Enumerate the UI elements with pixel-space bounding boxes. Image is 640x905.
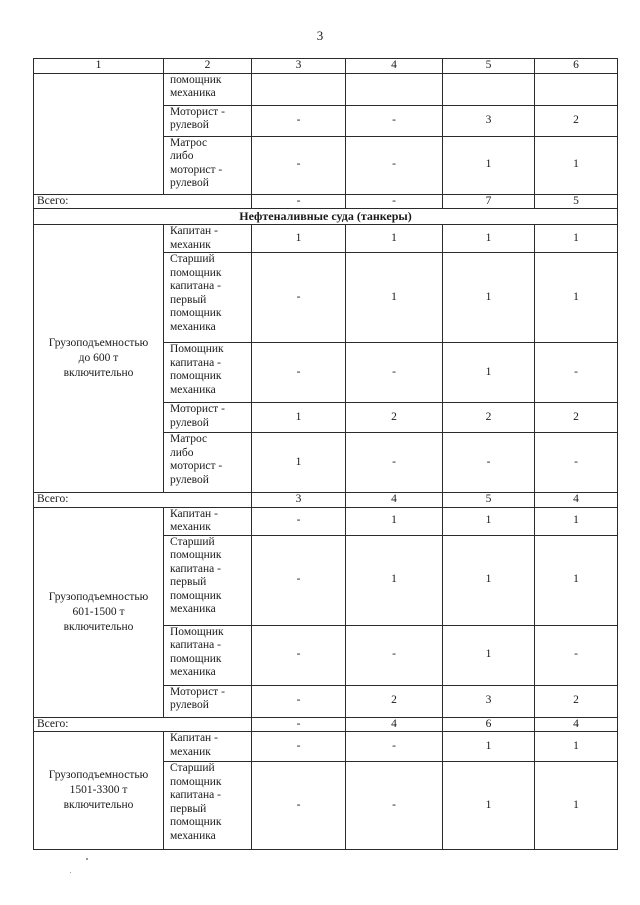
column-number-row <box>34 59 618 74</box>
total-value: - <box>346 194 443 209</box>
value-cell: 1 <box>346 253 443 343</box>
value-cell <box>346 73 443 105</box>
position-cell: Капитан - механик <box>164 507 252 535</box>
total-value: 6 <box>443 717 535 732</box>
value-cell: 1 <box>443 343 535 403</box>
value-cell: - <box>535 343 618 403</box>
value-cell: 2 <box>443 403 535 433</box>
value-cell: - <box>252 507 346 535</box>
value-cell: 1 <box>346 225 443 253</box>
value-cell: 3 <box>443 105 535 136</box>
position-cell: Помощник капитана - помощник механика <box>164 343 252 403</box>
value-cell: - <box>346 433 443 493</box>
value-cell: - <box>252 535 346 625</box>
position-cell: Моторист - рулевой <box>164 403 252 433</box>
value-cell: 2 <box>535 403 618 433</box>
table-row <box>34 73 618 105</box>
value-cell: 1 <box>443 732 535 762</box>
value-cell: 2 <box>346 685 443 717</box>
total-value: 5 <box>535 194 618 209</box>
position-cell: Матрос либо моторист - рулевой <box>164 433 252 493</box>
value-cell: - <box>346 762 443 850</box>
value-cell <box>252 73 346 105</box>
position-cell: Капитан - механик <box>164 225 252 253</box>
value-cell: 1 <box>535 507 618 535</box>
scan-speck <box>86 858 88 860</box>
value-cell: 1 <box>535 762 618 850</box>
position-cell: Старший помощник капитана - первый помощник механика <box>164 535 252 625</box>
value-cell: - <box>252 343 346 403</box>
column-number: 6 <box>535 59 618 74</box>
category-cell: Грузоподъемностью до 600 т включительно <box>34 225 164 493</box>
value-cell: 1 <box>443 253 535 343</box>
column-number: 3 <box>252 59 346 74</box>
total-value: 7 <box>443 194 535 209</box>
total-value: 4 <box>535 493 618 508</box>
value-cell: - <box>346 625 443 685</box>
page-number: 3 <box>316 28 324 43</box>
value-cell <box>443 73 535 105</box>
position-cell: Моторист - рулевой <box>164 105 252 136</box>
value-cell: 1 <box>252 225 346 253</box>
value-cell: 1 <box>252 403 346 433</box>
table-row <box>34 732 618 762</box>
position-cell: Помощник капитана - помощник механика <box>164 625 252 685</box>
value-cell: 2 <box>346 403 443 433</box>
total-label: Всего: <box>34 717 252 732</box>
table-row <box>34 507 618 535</box>
value-cell: - <box>346 343 443 403</box>
total-value: 5 <box>443 493 535 508</box>
value-cell: 1 <box>535 253 618 343</box>
total-label: Всего: <box>34 493 252 508</box>
category-cell: Грузоподъемностью 1501-3300 т включительно <box>34 732 164 850</box>
value-cell: 2 <box>535 685 618 717</box>
table-row <box>34 225 618 253</box>
value-cell <box>535 73 618 105</box>
category-cell: Грузоподъемностью 601-1500 т включительно <box>34 507 164 717</box>
position-cell: Матрос либо моторист - рулевой <box>164 136 252 194</box>
total-value: - <box>252 717 346 732</box>
value-cell: - <box>252 762 346 850</box>
section-row <box>34 209 618 225</box>
value-cell: - <box>252 253 346 343</box>
value-cell: - <box>535 433 618 493</box>
value-cell: 2 <box>535 105 618 136</box>
total-value: 3 <box>252 493 346 508</box>
column-number: 5 <box>443 59 535 74</box>
value-cell: 1 <box>252 433 346 493</box>
value-cell: 1 <box>443 225 535 253</box>
column-number: 2 <box>164 59 252 74</box>
total-label: Всего: <box>34 194 252 209</box>
value-cell: 1 <box>346 507 443 535</box>
value-cell: 1 <box>535 136 618 194</box>
position-cell: Капитан - механик <box>164 732 252 762</box>
column-number: 4 <box>346 59 443 74</box>
value-cell: 1 <box>443 507 535 535</box>
total-row <box>34 493 618 508</box>
scan-speck <box>70 872 71 873</box>
section-title: Нефтеналивные суда (танкеры) <box>34 209 618 225</box>
value-cell: 1 <box>443 535 535 625</box>
position-cell: Старший помощник капитана - первый помощник механика <box>164 762 252 850</box>
value-cell: - <box>346 105 443 136</box>
value-cell: - <box>535 625 618 685</box>
position-cell: Моторист - рулевой <box>164 685 252 717</box>
category-cell <box>34 73 164 194</box>
value-cell: - <box>346 732 443 762</box>
value-cell: - <box>252 685 346 717</box>
value-cell: 1 <box>535 535 618 625</box>
value-cell: - <box>252 732 346 762</box>
total-row <box>34 717 618 732</box>
total-value: - <box>252 194 346 209</box>
value-cell: - <box>346 136 443 194</box>
position-cell: Старший помощник капитана - первый помощник механика <box>164 253 252 343</box>
total-value: 4 <box>346 493 443 508</box>
value-cell: - <box>252 136 346 194</box>
value-cell: 1 <box>443 762 535 850</box>
value-cell: 1 <box>443 136 535 194</box>
column-number: 1 <box>34 59 164 74</box>
value-cell: 3 <box>443 685 535 717</box>
value-cell: - <box>252 625 346 685</box>
value-cell: 1 <box>535 225 618 253</box>
value-cell: 1 <box>443 625 535 685</box>
value-cell: 1 <box>346 535 443 625</box>
position-cell: помощник механика <box>164 73 252 105</box>
crew-staffing-table <box>33 58 618 850</box>
total-value: 4 <box>535 717 618 732</box>
value-cell: 1 <box>535 732 618 762</box>
value-cell: - <box>252 105 346 136</box>
total-row <box>34 194 618 209</box>
total-value: 4 <box>346 717 443 732</box>
value-cell: - <box>443 433 535 493</box>
